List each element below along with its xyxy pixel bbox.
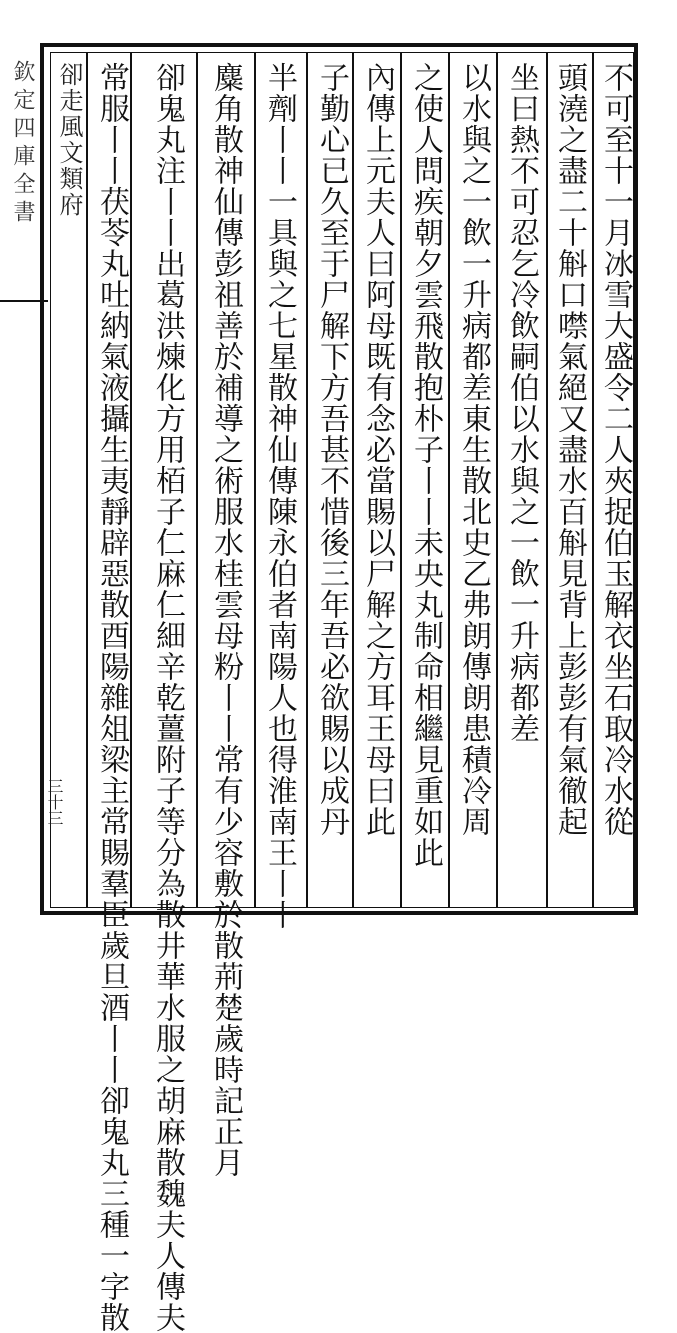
column-rule bbox=[86, 52, 88, 908]
text-column-5: 之使人問疾朝夕雲飛散抱朴子丨丨未央丸制命相繼見重如此 bbox=[408, 62, 443, 868]
column-rule bbox=[448, 52, 450, 908]
text-column-6: 內傳上元夫人曰阿母既有念必當賜以尸解之方耳王母曰此 bbox=[360, 62, 395, 837]
column-rule bbox=[546, 52, 548, 908]
column-rule bbox=[592, 52, 594, 908]
text-column-4: 以水與之一飲一升病都差東生散北史乙弗朗傳朗患積冷周 bbox=[456, 62, 491, 837]
text-column-9: 麋角散神仙傳彭祖善於補導之術服水桂雲母粉丨丨常有少容敷於散荊楚歲時記正月 bbox=[208, 62, 243, 1178]
margin-book-title: 卻走風文類府 bbox=[55, 62, 83, 218]
text-column-2: 頭澆之盡二十斛口噤氣絕又盡水百斛見背上彭彭有氣徹起 bbox=[552, 62, 587, 837]
column-rule bbox=[130, 52, 132, 908]
text-column-7: 子勤心已久至于尸解下方吾甚不惜後三年吾必欲賜以成丹 bbox=[314, 62, 349, 837]
column-rule bbox=[352, 52, 354, 908]
text-column-1: 不可至十一月冰雪大盛令二人夾捉伯玉解衣坐石取冷水從 bbox=[598, 62, 633, 837]
column-rule bbox=[496, 52, 498, 908]
column-rule bbox=[306, 52, 308, 908]
text-column-3: 坐曰熱不可忍乞冷飲嗣伯以水與之一飲一升病都差 bbox=[504, 62, 539, 744]
text-column-11: 常服丨丨茯苓丸吐納氣液攝生夷靜辟惡散酉陽雜俎梁主常賜羣臣歲旦酒丨丨卻鬼丸三種一字散 bbox=[94, 62, 129, 1333]
column-rule bbox=[196, 52, 198, 908]
column-rule bbox=[400, 52, 402, 908]
column-rule bbox=[254, 52, 256, 908]
margin-edge-text: 欽定四庫全書 bbox=[10, 60, 35, 228]
text-column-8: 半劑丨丨一具與之七星散神仙傳陳永伯者南陽人也得淮南王丨丨 bbox=[262, 62, 297, 930]
page-number: 三十三 bbox=[45, 778, 64, 826]
text-column-10: 卻鬼丸注丨丨出葛洪煉化方用栢子仁麻仁細辛乾薑附子等分為散井華水服之胡麻散魏夫人傳夫 bbox=[150, 62, 185, 1333]
